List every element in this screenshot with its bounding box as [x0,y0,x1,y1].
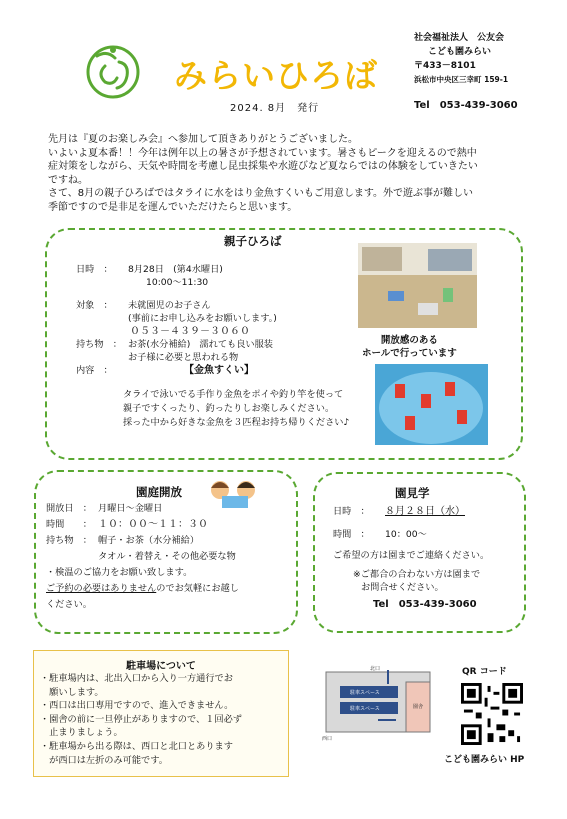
qr-code-icon[interactable] [461,683,523,745]
qr-caption: こども園みらい HP [444,755,525,765]
newsletter-title: みらいひろば [174,56,378,95]
organization-info: 社会福祉法人 公友会 こども園みらい 〒433－8101 浜松市中央区三幸町 159-1 Tel 053-439-3060 [414,33,518,111]
issue-date: 2024. 8月 発行 [230,103,320,114]
goldfish-pool-photo [375,364,488,445]
logo [83,42,143,102]
photo-caption: 開放感のある ホールで行っています [362,335,457,359]
map-label-north: 北口 [370,666,381,672]
map-label-space2: 駐車スペース [350,706,380,712]
map-label-west: 西口 [322,736,333,742]
oyako-title: 親子ひろば [224,234,282,248]
qr-title: QR コード [462,667,507,677]
map-label-space1: 駐車スペース [350,690,380,696]
map-label-building: 園舎 [413,704,424,710]
parking-notice: 駐車場について ・駐車場内は、北出入口から入り一方通行でお 願いします。 ・西口は出口専用ですので、進入できません。 ・園舎の前に一旦停止がありますので、１回必ず 止まりましょう。 ・駐車場から出る際は、西口と北口とあります が西口は左折のみ可能です。 [33,650,289,777]
garden-title: 園庭開放 [136,485,182,499]
parking-map [318,662,436,748]
oyako-details: 日時 ： 8月28日 (第4水曜日) 10:00～11:30 対象 ： 未就園児のお子さん (事前にお申し込みをお願いします。) ０５３－４３９－３０６０ 持ち物 ： お茶(水分補給) 濡れても良い服装 お子様に必要と思われる物 内容 ： 【金魚すくい】 [76,264,277,376]
oyako-description: タライで泳いでる手作り金魚をポイや釣り竿を使って 親子ですくったり、釣ったりしお楽しみください。 採った中から好きな金魚を３匹程お持ち帰りください♪ [123,389,350,428]
garden-details: 開放日 ： 月曜日～金曜日 時間 ： １０：００～１１：３０ 持ち物 ： 帽子・お茶（水分補給） タオル・着替え・その他必要な物 ・検温のご協力をお願い致します。 ご予約の必要はありませんのでお気軽にお越し ください。 [46,503,239,610]
visit-title: 園見学 [395,486,430,500]
hall-photo [358,243,477,328]
intro-text: 先月は『夏のお楽しみ会』へ参加して頂きありがとうございました。 いよいよ夏本番！！今年は例年以上の暑さが予想されています。暑さもピークを迎えるので熱中 症対策をしながら、天気や時間を考慮し昆虫採集や水遊びなど夏ならではの体験をしていきたい ですね。 さて、8月の親子ひろばではタライに水をはり金魚すくいもご用意します。外で遊ぶ事が難しい 季節ですので是非足を運んでいただけたらと思います。 [48,134,478,213]
visit-details: 日時 ： ８月２８日（水） 時間 ： 10：00～ ご希望の方は園までご連絡ください。 ※ご都合の合わない方は園まで お問合せください。 Tel 053-439-3060 [333,506,490,610]
